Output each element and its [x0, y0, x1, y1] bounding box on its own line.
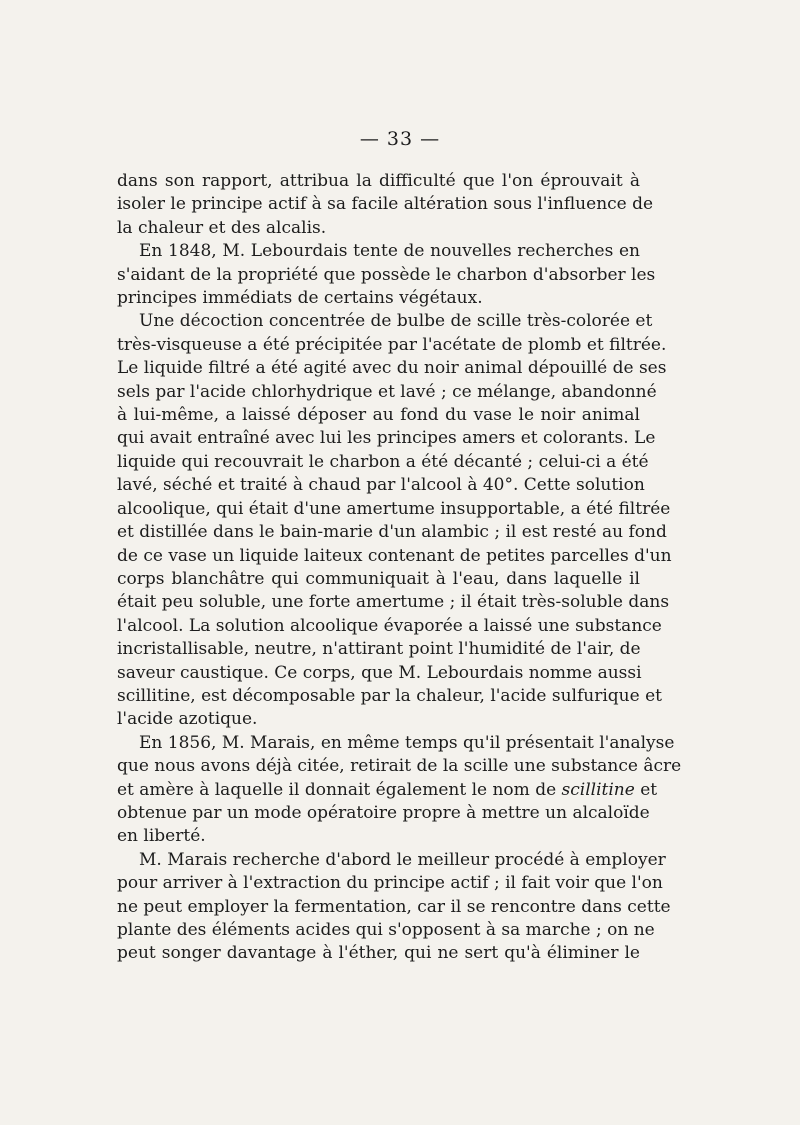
body-text — [117, 170, 682, 966]
text-line: qui avait entraîné avec lui les principes amers et colorants. Le — [117, 428, 656, 449]
text-line: Une décoction concentrée de bulbe de scille très-colorée et — [139, 311, 653, 332]
text-line: ne peut employer la fermentation, car il se rencontre dans cette — [117, 896, 671, 917]
text-line: très-visqueuse a été précipitée par l'acétate de plomb et filtrée. — [117, 334, 667, 355]
text-line: Le liquide filtré a été agité avec du noir animal dépouillé de ses — [117, 358, 667, 379]
text-line: l'acide azotique. — [117, 709, 258, 730]
text-line: peut songer davantage à l'éther, qui ne sert qu'à éliminer le — [117, 943, 640, 964]
text-line: que nous avons déjà citée, retirait de la scille une substance âcre — [117, 756, 682, 777]
text-line: principes immédiats de certains végétaux. — [117, 288, 483, 309]
text-fragment: et amère à laquelle il donnait également le nom de — [117, 779, 557, 800]
paragraph — [117, 240, 656, 310]
text-line: liquide qui recouvrait le charbon a été décanté ; celui-ci a été — [117, 451, 649, 472]
text-line: scillitine, est décomposable par la chaleur, l'acide sulfurique et — [117, 685, 662, 706]
text-line: s'aidant de la propriété que possède le charbon d'absorber les — [117, 264, 656, 285]
text-line: isoler le principe actif à sa facile altération sous l'influence de — [117, 194, 654, 215]
text-line: En 1856, M. Marais, en même temps qu'il présentait l'analyse — [139, 732, 675, 753]
text-line: et distillée dans le bain-marie d'un alambic ; il est resté au fond — [117, 522, 667, 543]
page-number: — 33 — — [359, 128, 441, 150]
text-line: la chaleur et des alcalis. — [117, 217, 327, 238]
text-line: corps blanchâtre qui communiquait à l'eau, dans laquelle il — [117, 568, 640, 589]
text-line-with-italic — [117, 779, 658, 802]
text-line: saveur caustique. Ce corps, que M. Lebourdais nomme aussi — [117, 662, 642, 683]
italic-term: scillitine — [561, 779, 635, 800]
text-line: de ce vase un liquide laiteux contenant de petites parcelles d'un — [117, 545, 672, 566]
paragraph — [117, 849, 671, 966]
text-line: sels par l'acide chlorhydrique et lavé ; ce mélange, abandonné — [117, 381, 657, 402]
text-line: lavé, séché et traité à chaud par l'alcool à 40°. Cette solution — [117, 475, 645, 496]
text-line: alcoolique, qui était d'une amertume insupportable, a été filtrée — [117, 498, 671, 519]
text-line: l'alcool. La solution alcoolique évaporée a laissé une substance — [117, 615, 662, 636]
text-line: M. Marais recherche d'abord le meilleur procédé à employer — [139, 849, 666, 870]
text-line: obtenue par un mode opératoire propre à mettre un alcaloïde — [117, 802, 650, 823]
text-line: plante des éléments acides qui s'opposent à sa marche ; on ne — [117, 920, 655, 940]
text-line: à lui-même, a laissé déposer au fond du vase le noir animal — [117, 405, 640, 426]
text-fragment: et — [634, 779, 658, 800]
text-line: dans son rapport, attribua la difficulté que l'on éprouvait à — [117, 171, 640, 191]
text-line: incristallisable, neutre, n'attirant point l'humidité de l'air, de — [117, 639, 641, 660]
paragraph — [117, 310, 672, 731]
text-line: En 1848, M. Lebourdais tente de nouvelles recherches en — [139, 241, 640, 262]
paragraph — [117, 732, 682, 849]
text-line: pour arriver à l'extraction du principe actif ; il fait voir que l'on — [117, 873, 663, 894]
text-line: en liberté. — [117, 826, 206, 847]
paragraph — [117, 170, 654, 240]
text-line: était peu soluble, une forte amertume ; il était très-soluble dans — [117, 592, 670, 613]
